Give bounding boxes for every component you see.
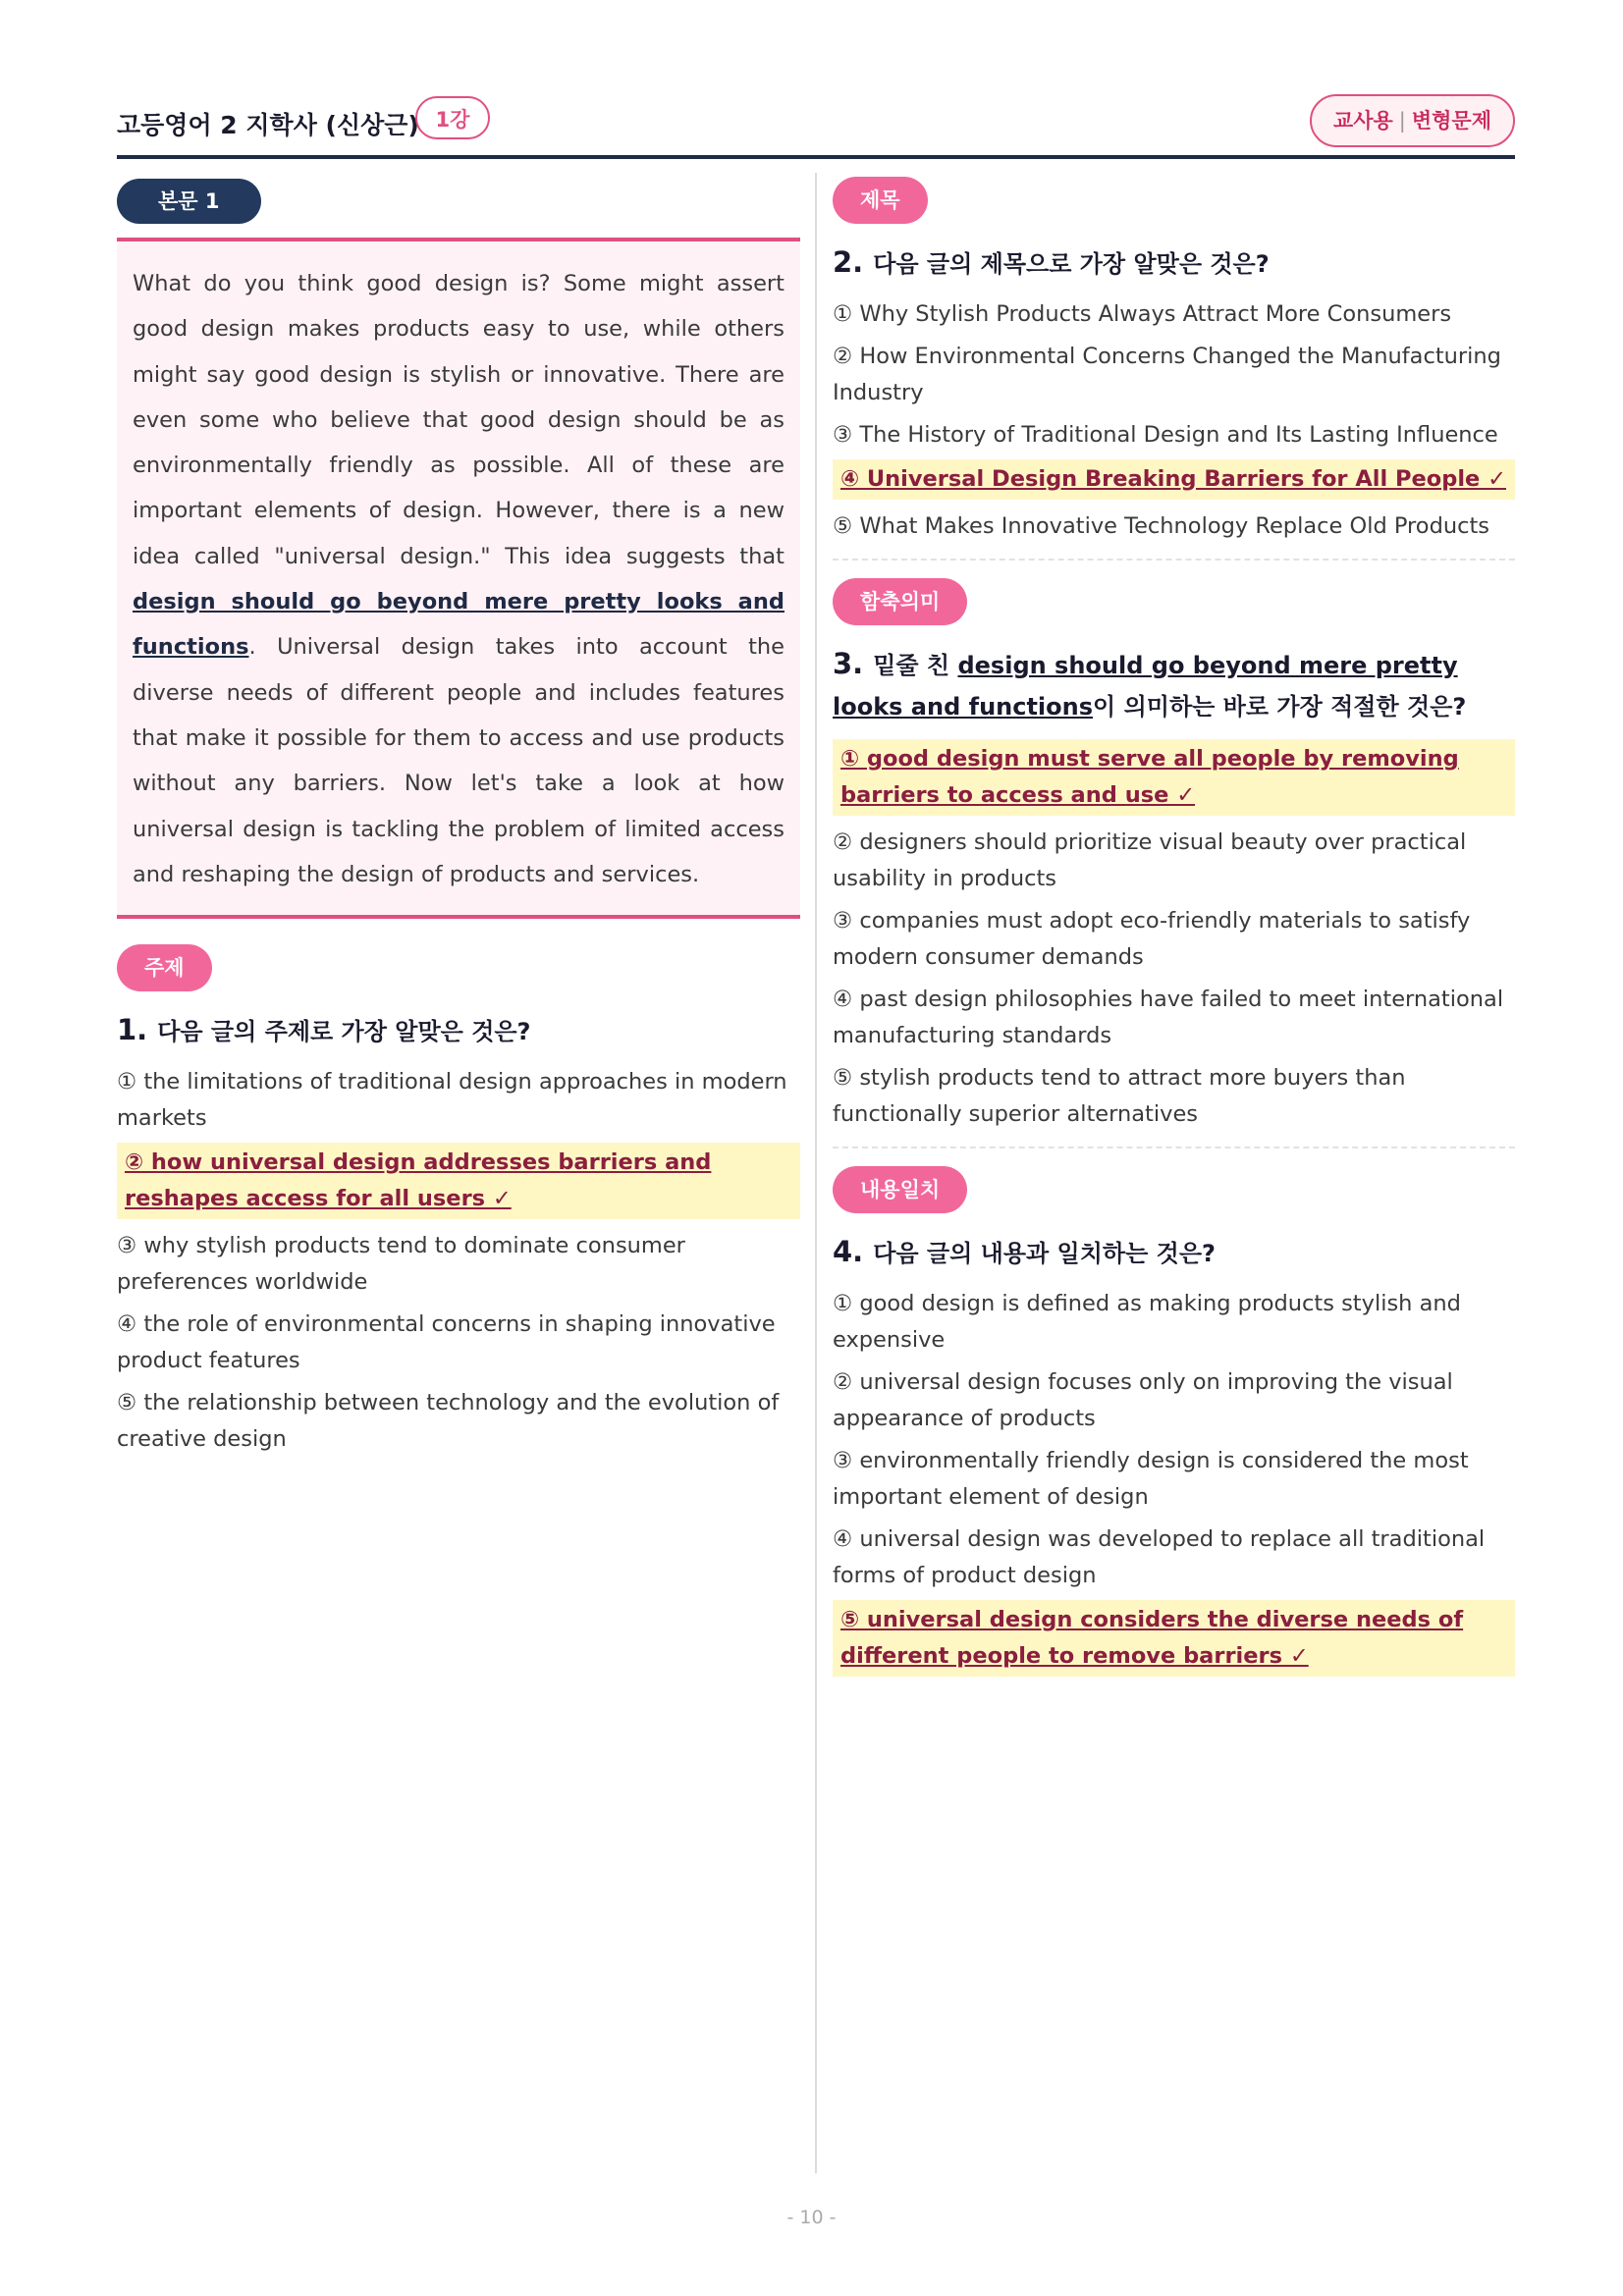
question-tag: 내용일치 xyxy=(833,1166,967,1213)
passage-box xyxy=(117,238,800,919)
passage-underline: design should go beyond mere pretty looks and functions xyxy=(133,589,784,661)
question-number: 3. xyxy=(833,647,864,680)
option: ② How Environmental Concerns Changed the Manufacturing Industry xyxy=(833,344,1501,405)
question-prompt: 2. 다음 글의 제목으로 가장 알맞은 것은? xyxy=(833,245,1270,279)
left-column xyxy=(117,179,800,1464)
passage-text: What do you think good design is? Some might assert good design makes products easy to use, while others might say good design is stylish or innovative. There are even some who believe that good design should be as environmentally friendly as possible. All of these are important elements of design. However, there is a new idea called "universal design." This idea suggests that design should go beyond mere pretty looks and functions. Universal design takes into account the diverse needs of different people and includes features that make it possible for them to access and use products without any barriers. Now let's take a look at how universal design is tackling the problem of limited access and reshaping the design of products and services. xyxy=(133,271,784,887)
question-tag: 제목 xyxy=(833,177,928,224)
question-tag: 주제 xyxy=(117,944,212,991)
answer-option: ① good design must serve all people by removing barriers to access and use ✓ xyxy=(833,739,1515,816)
option: ① the limitations of traditional design approaches in modern markets xyxy=(117,1069,787,1132)
option: ① Why Stylish Products Always Attract More Consumers xyxy=(833,301,1452,327)
section-divider xyxy=(833,559,1515,561)
option: ⑤ the relationship between technology and the evolution of creative design xyxy=(117,1390,780,1453)
right-column xyxy=(833,177,1515,1685)
option: ⑤ What Makes Innovative Technology Replace Old Products xyxy=(833,513,1490,539)
passage-label: 본문 1 xyxy=(117,179,261,224)
option: ③ why stylish products tend to dominate consumer preferences worldwide xyxy=(117,1233,685,1296)
option: ② universal design focuses only on improving the visual appearance of products xyxy=(833,1369,1453,1431)
question-number: 4. xyxy=(833,1235,864,1268)
option: ④ the role of environmental concerns in shaping innovative product features xyxy=(117,1311,776,1374)
question-tag: 함축의미 xyxy=(833,578,967,625)
question-3 xyxy=(833,578,1515,1133)
answer-option: ② how universal design addresses barriers and reshapes access for all users ✓ xyxy=(117,1143,800,1219)
badge-separator: | xyxy=(1398,109,1406,133)
option: ② designers should prioritize visual beauty over practical usability in products xyxy=(833,829,1467,891)
answer-option: ④ Universal Design Breaking Barriers for All People ✓ xyxy=(833,459,1515,500)
question-number: 1. xyxy=(117,1013,148,1047)
question-prompt: 3. 밑줄 친 design should go beyond mere pretty looks and functions이 의미하는 바로 가장 적절한 것은? xyxy=(833,647,1467,721)
prompt-underline: design should go beyond mere pretty looks and functions xyxy=(833,652,1458,721)
option: ③ environmentally friendly design is considered the most important element of design xyxy=(833,1448,1469,1510)
option-list xyxy=(117,1064,800,1458)
option: ⑤ stylish products tend to attract more buyers than functionally superior alternatives xyxy=(833,1065,1406,1127)
option: ④ universal design was developed to replace all traditional forms of product design xyxy=(833,1526,1486,1588)
option: ③ companies must adopt eco-friendly materials to satisfy modern consumer demands xyxy=(833,908,1471,970)
option-list xyxy=(833,1286,1515,1677)
question-4 xyxy=(833,1166,1515,1677)
option: ③ The History of Traditional Design and Its Lasting Influence xyxy=(833,422,1498,448)
column-divider xyxy=(815,173,817,2173)
page-number: - 10 - xyxy=(786,2207,837,2228)
option-list xyxy=(833,739,1515,1133)
header-rule xyxy=(117,155,1515,159)
question-1 xyxy=(117,944,800,1458)
worksheet-type-badge xyxy=(1310,94,1515,147)
textbook-title: 고등영어 2 지학사 (신상근) xyxy=(117,111,419,139)
page-header xyxy=(117,94,1515,159)
option: ① good design is defined as making products stylish and expensive xyxy=(833,1291,1461,1353)
question-prompt: 4. 다음 글의 내용과 일치하는 것은? xyxy=(833,1235,1216,1268)
type-label: 변형문제 xyxy=(1411,109,1491,133)
question-number: 2. xyxy=(833,245,864,279)
audience-label: 교사용 xyxy=(1332,109,1393,133)
option-list xyxy=(833,296,1515,545)
lesson-badge: 1강 xyxy=(415,96,490,139)
question-prompt: 1. 다음 글의 주제로 가장 알맞은 것은? xyxy=(117,1013,531,1047)
answer-option: ⑤ universal design considers the diverse needs of different people to remove barriers ✓ xyxy=(833,1600,1515,1677)
option: ④ past design philosophies have failed to meet international manufacturing standards xyxy=(833,987,1504,1048)
section-divider xyxy=(833,1147,1515,1148)
question-2 xyxy=(833,177,1515,545)
